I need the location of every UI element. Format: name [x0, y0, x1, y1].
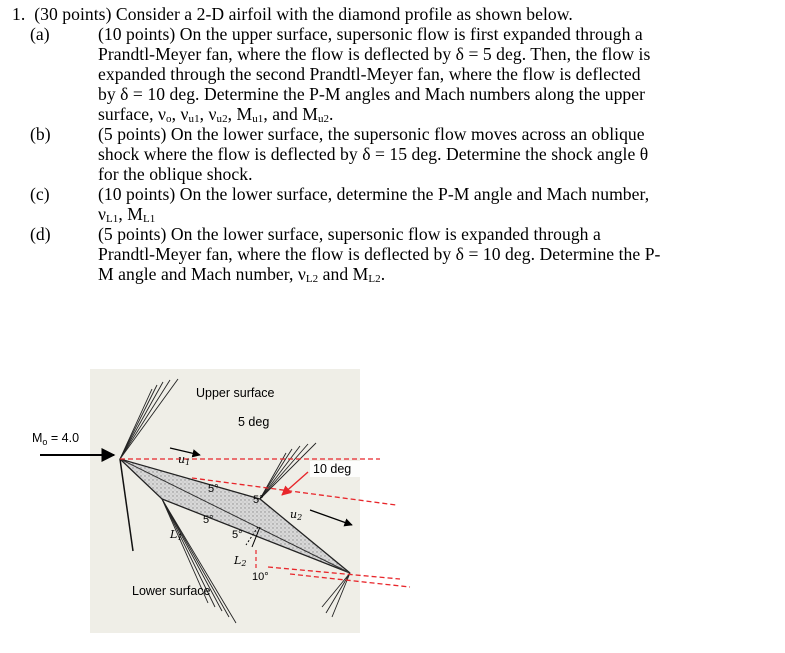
problem-intro: (30 points) Consider a 2-D airfoil with the diamond profile as shown below.	[34, 4, 573, 24]
problem-intro-line	[12, 4, 573, 24]
part-b-label: (b)	[30, 124, 51, 144]
problem-number: 1.	[12, 4, 26, 24]
mach-label	[32, 431, 79, 447]
sub: o	[166, 113, 172, 125]
sub: u1	[188, 113, 200, 125]
part-d-line-2: Prandtl-Meyer fan, where the flow is deflected by δ = 10 deg. Determine the P-	[98, 244, 661, 264]
mach-m: M	[32, 431, 43, 445]
text: and M	[318, 264, 369, 284]
part-a-line-2: Prandtl-Meyer fan, where the flow is deflected by δ = 5 deg. Then, the flow is	[98, 44, 651, 64]
five-deg-label: 5 deg	[238, 415, 270, 429]
part-c-line-1: (10 points) On the lower surface, determine the P-M angle and Mach number,	[98, 184, 650, 204]
part-b-line-3: for the oblique shock.	[98, 164, 253, 184]
part-a-line-5	[98, 104, 334, 124]
angle-10-label: 10°	[252, 571, 269, 583]
angle-5-lower-1: 5°	[203, 514, 214, 526]
text: , M	[118, 204, 143, 224]
ten-deg-label: 10 deg	[313, 462, 352, 476]
l1-sub: 1	[177, 533, 183, 542]
u1-sub: 1	[185, 458, 191, 467]
text: .	[329, 104, 334, 124]
mach-value: = 4.0	[47, 431, 80, 445]
text: , ν	[171, 104, 189, 124]
part-c-label: (c)	[30, 184, 50, 204]
part-d-line-3	[98, 264, 385, 284]
lower-surface-label: Lower surface	[132, 584, 211, 598]
part-a-line-1: (10 points) On the upper surface, supersonic flow is first expanded through a	[98, 24, 643, 44]
part-c-line-2	[98, 204, 155, 224]
text: ν	[98, 204, 107, 224]
sub: u1	[252, 113, 264, 125]
l2-text: L	[234, 554, 242, 567]
part-b-line-1: (5 points) On the lower surface, the supersonic flow moves across an oblique	[98, 124, 645, 144]
mach-sub: o	[42, 437, 48, 447]
sub: L1	[106, 213, 119, 225]
angle-5-upper-1: 5°	[208, 483, 219, 495]
u2-text: u	[290, 508, 298, 521]
l1-text: L	[170, 528, 178, 541]
part-d-line-1: (5 points) On the lower surface, supersonic flow is expanded through a	[98, 224, 601, 244]
text: , and M	[263, 104, 318, 124]
part-d-label: (d)	[30, 224, 51, 244]
text: M angle and Mach number, ν	[98, 264, 306, 284]
part-a-line-4: by δ = 10 deg. Determine the P-M angles and Mach numbers along the upper	[98, 84, 646, 104]
l2-sub: 2	[241, 559, 247, 568]
sub: L2	[305, 273, 319, 285]
text: surface, ν	[98, 104, 167, 124]
text: .	[380, 264, 386, 284]
u2-sub: 2	[297, 513, 303, 522]
sub: L2	[368, 273, 381, 285]
sub: L1	[142, 213, 156, 225]
part-a-label: (a)	[30, 24, 50, 44]
u1-text: u	[178, 453, 186, 466]
upper-surface-label: Upper surface	[196, 386, 275, 400]
airfoil-figure	[20, 355, 440, 645]
angle-5-lower-2: 5°	[232, 529, 243, 541]
text: , M	[227, 104, 253, 124]
angle-5-upper-2: 5°	[253, 494, 264, 506]
text: , ν	[199, 104, 217, 124]
part-b-line-2: shock where the flow is deflected by δ = 15 deg. Determine the shock angle θ	[98, 144, 649, 164]
sub: u2	[216, 113, 228, 125]
sub: u2	[317, 113, 330, 125]
part-a-line-3: expanded through the second Prandtl-Meyer fan, where the flow is deflected	[98, 64, 641, 84]
